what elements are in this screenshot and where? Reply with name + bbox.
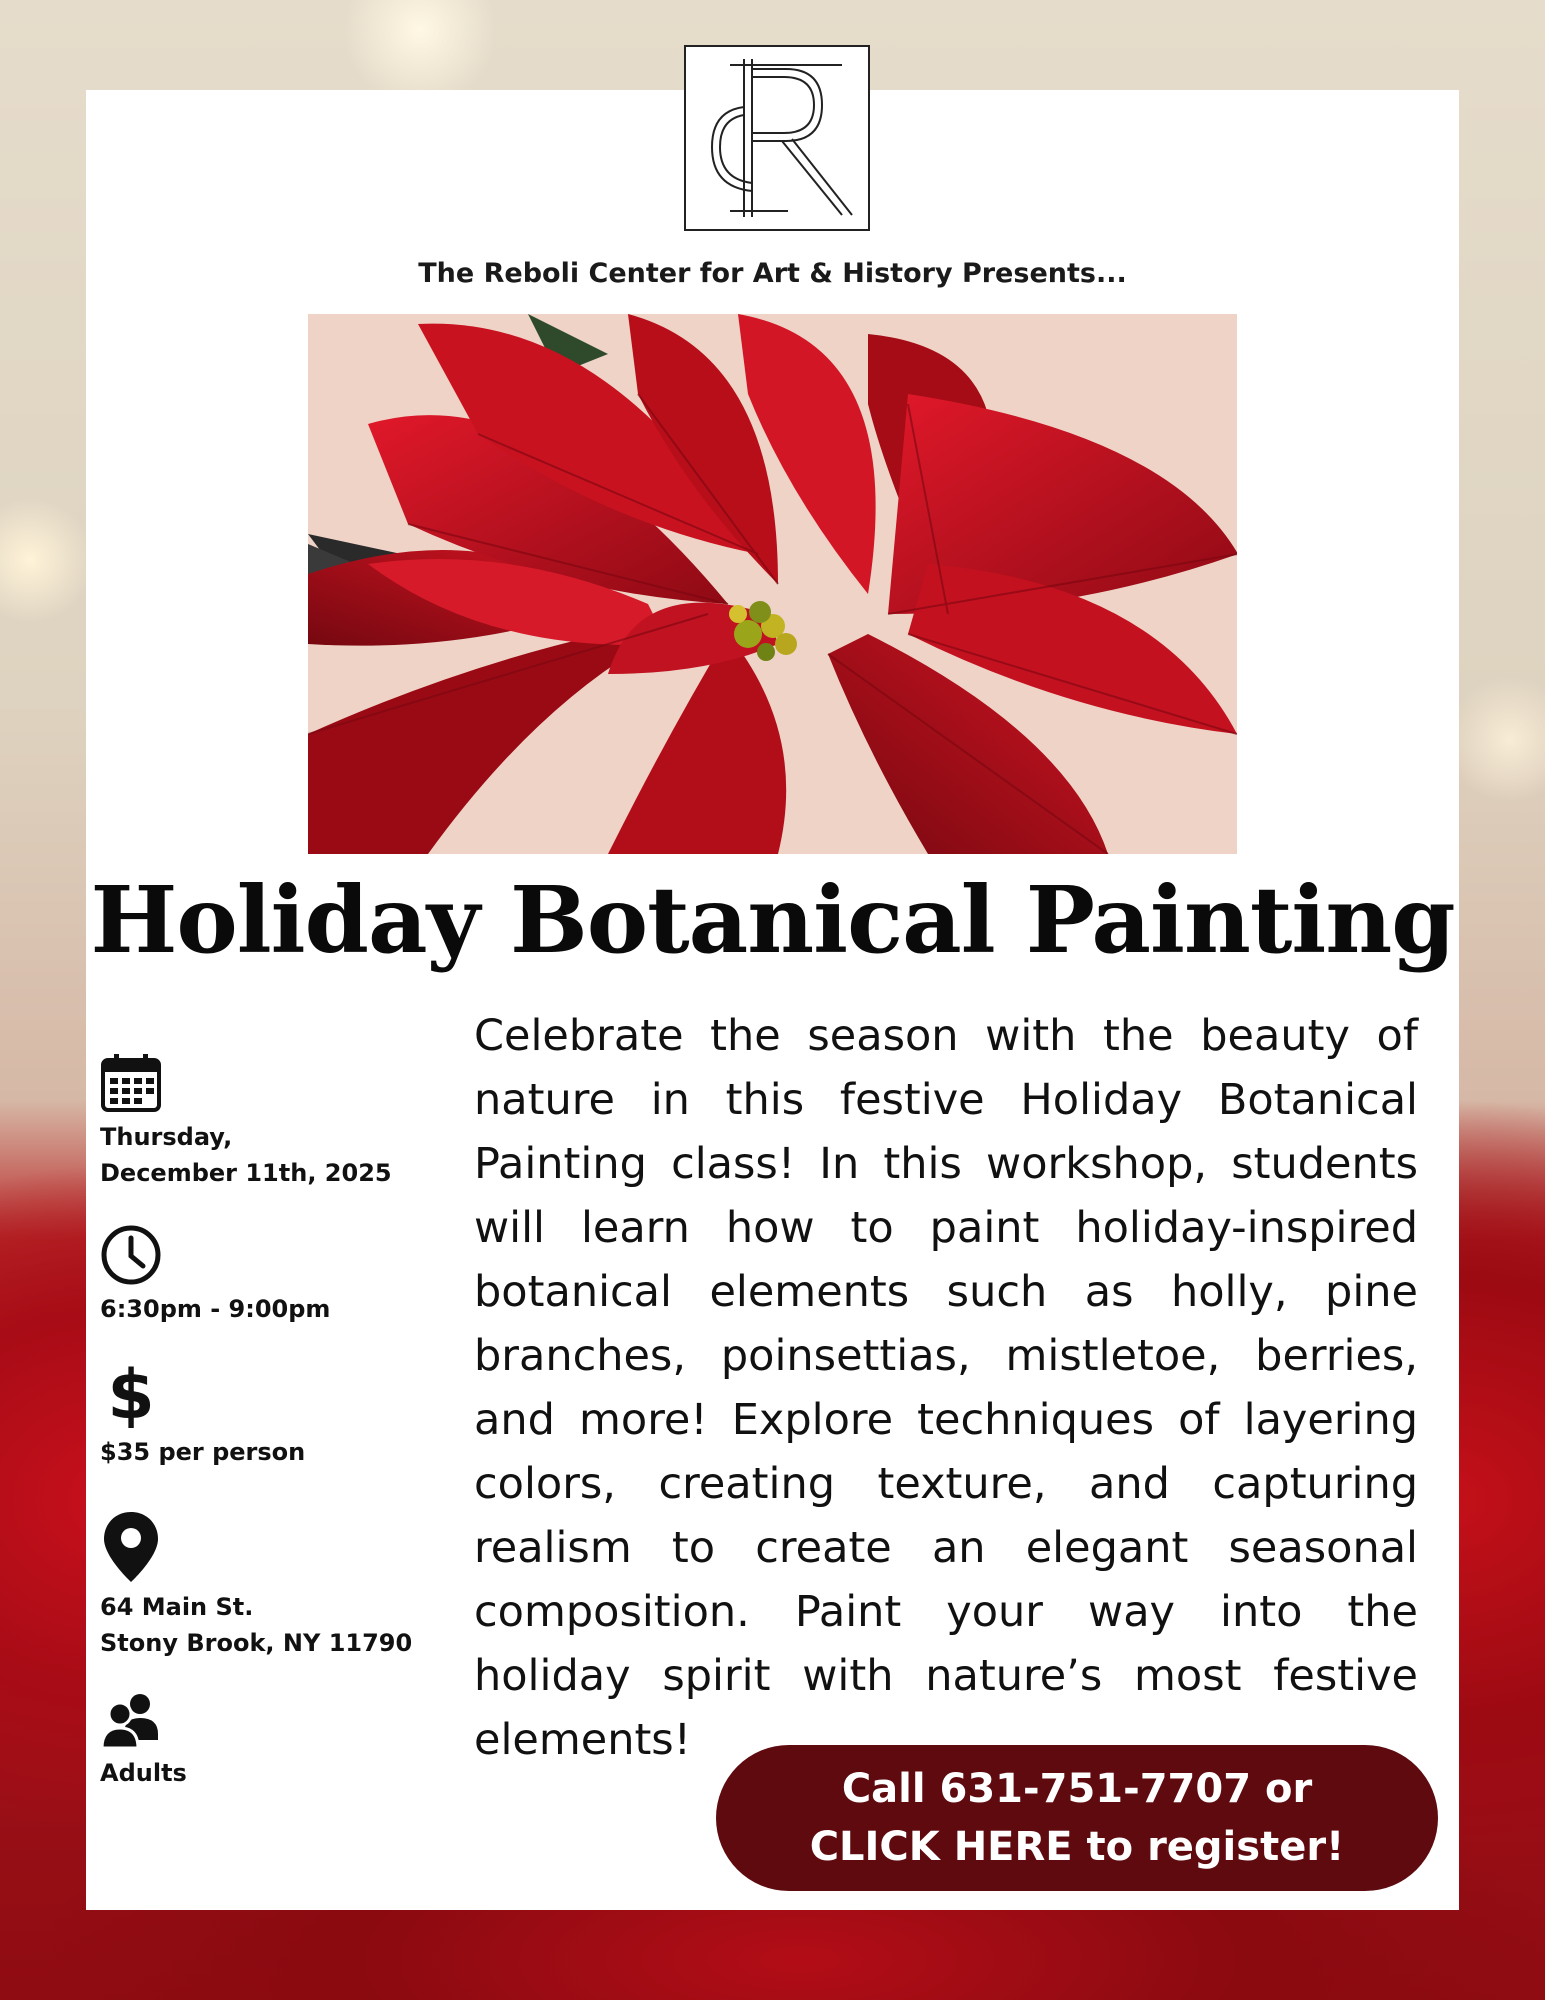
register-button-line1: Call 631-751-7707 or <box>841 1766 1313 1812</box>
people-icon <box>100 1690 162 1750</box>
location-block <box>100 1510 412 1661</box>
event-title: Holiday Botanical Painting <box>90 866 1455 974</box>
price-block <box>100 1358 305 1470</box>
cr-monogram-icon <box>686 47 868 229</box>
poinsettia-photo <box>308 314 1237 854</box>
event-audience: Adults <box>100 1759 187 1787</box>
register-button[interactable] <box>716 1745 1438 1891</box>
poinsettia-illustration <box>308 314 1237 854</box>
event-time: 6:30pm - 9:00pm <box>100 1295 331 1323</box>
register-button-line2: CLICK HERE to register! <box>809 1824 1345 1870</box>
dollar-icon: $ <box>107 1356 155 1435</box>
reboli-logo <box>684 45 870 231</box>
address-city: Stony Brook, NY 11790 <box>100 1629 413 1657</box>
audience-block <box>100 1690 187 1791</box>
clock-icon <box>100 1224 162 1286</box>
calendar-icon <box>100 1052 162 1114</box>
event-description: Celebrate the season with the beauty of nature in this festive Holiday Botanical Painting class! In this workshop, students will learn how to paint holiday-inspired botanical elements such as holly, pine branches, poinsettias, mistletoe, berries, and more! Explore techniques of layering colors, creating texture, and capturing realism to create an elegant seasonal composition. Paint your way into the holiday spirit with nature’s most festive elements! <box>474 1011 1418 1765</box>
time-block <box>100 1224 330 1327</box>
address-street: 64 Main St. <box>100 1593 254 1621</box>
event-date: December 11th, 2025 <box>100 1159 392 1187</box>
event-price: $35 per person <box>100 1438 306 1466</box>
event-date-day: Thursday, <box>100 1123 233 1151</box>
presenter-line: The Reboli Center for Art & History Presents... <box>418 258 1127 289</box>
date-block <box>100 1052 392 1191</box>
location-pin-icon <box>100 1510 162 1584</box>
